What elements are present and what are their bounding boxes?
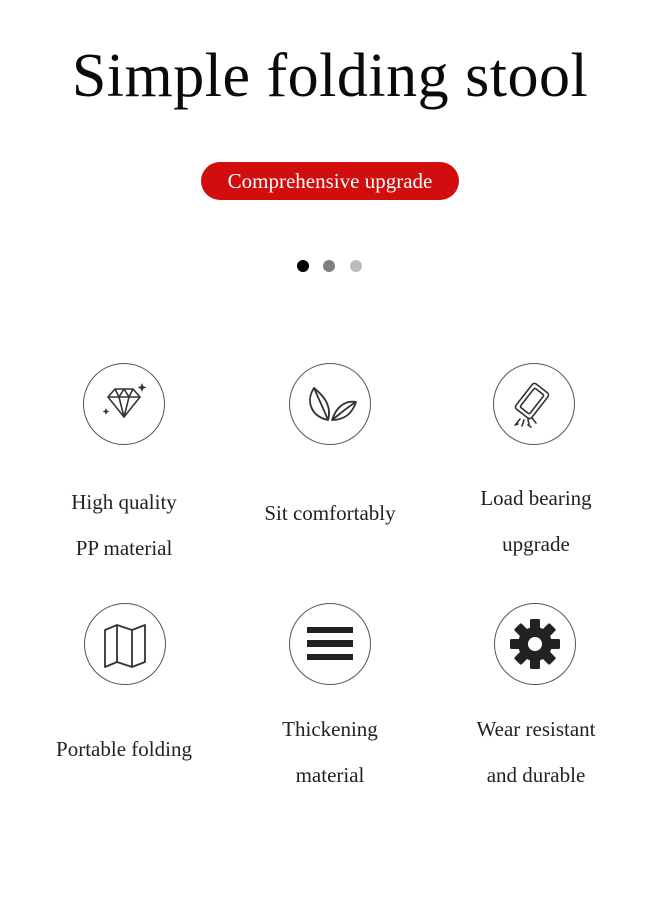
carousel-dot-3[interactable] (350, 260, 362, 272)
feature-icon-circle (493, 363, 575, 445)
feature-label-line-1: Thickening (282, 717, 378, 741)
feature-icon-circle (289, 363, 371, 445)
feature-icon-circle (494, 603, 576, 685)
page-title: Simple folding stool (71, 42, 589, 110)
feature-icon-circle (289, 603, 371, 685)
carousel-dot-2[interactable] (323, 260, 335, 272)
feature-label-line-1: Portable folding (56, 737, 192, 761)
leaf-icon (290, 364, 370, 444)
feature-label-line-1: Load bearing (480, 486, 592, 510)
gear-icon (495, 604, 575, 684)
feature-label (230, 499, 430, 527)
folding-map-icon (85, 604, 165, 684)
feature-label-line-1: Sit comfortably (264, 501, 396, 525)
feature-label (436, 475, 636, 567)
load-bearing-icon (494, 364, 574, 444)
feature-label-line-1: High quality (71, 490, 177, 514)
feature-label (24, 735, 224, 763)
upgrade-badge: Comprehensive upgrade (201, 162, 459, 200)
feature-label (436, 706, 636, 798)
feature-label-line-2: upgrade (502, 532, 570, 556)
carousel-dot-1[interactable] (297, 260, 309, 272)
layers-icon (290, 604, 370, 684)
feature-label-line-2: PP material (75, 536, 173, 560)
feature-icon-circle (83, 363, 165, 445)
feature-icon-circle (84, 603, 166, 685)
feature-label-line-2: material (295, 763, 365, 787)
feature-label (24, 479, 224, 571)
feature-label-line-1: Wear resistant (476, 717, 596, 741)
feature-label (230, 706, 430, 798)
diamond-icon (84, 364, 164, 444)
feature-label-line-2: and durable (486, 763, 586, 787)
